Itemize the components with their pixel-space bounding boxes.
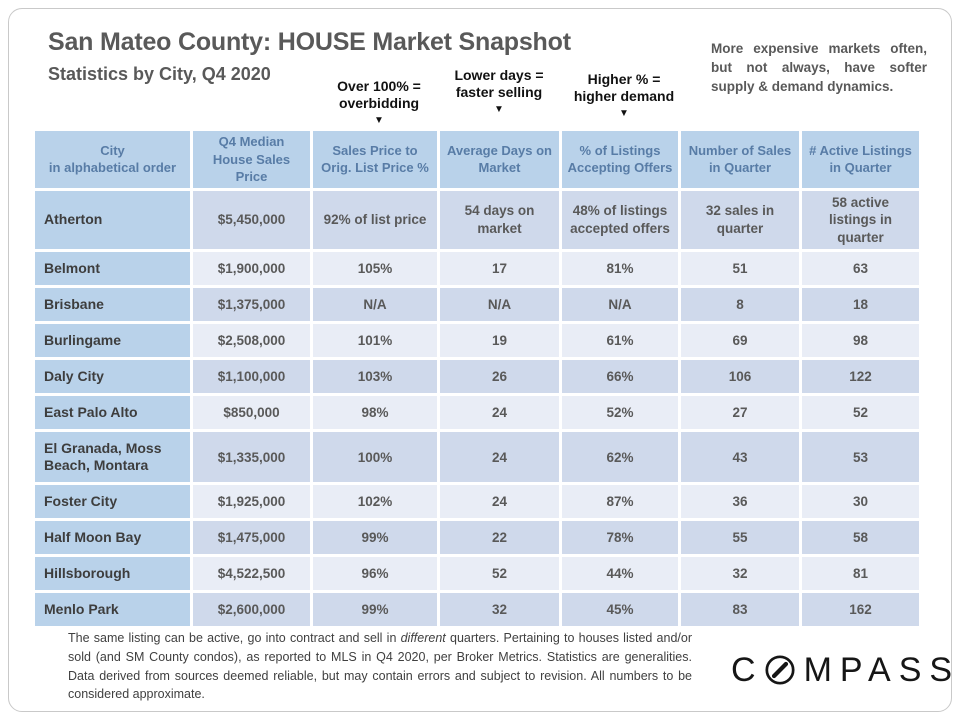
active-listings-cell: 30	[802, 485, 919, 518]
accepting-offers-cell: 66%	[562, 360, 678, 393]
annotation-line: overbidding	[338, 94, 420, 111]
days-on-market-cell: 32	[440, 593, 559, 626]
sales-count-cell: 106	[681, 360, 799, 393]
median-price-cell: $1,925,000	[193, 485, 310, 518]
annotation-line: Lower days =	[454, 67, 544, 83]
active-listings-cell: 63	[802, 252, 919, 285]
days-on-market-cell: 52	[440, 557, 559, 590]
median-price-cell: $1,335,000	[193, 432, 310, 482]
col-header-sales-count: Number of Sales in Quarter	[681, 131, 799, 188]
active-listings-cell: 52	[802, 396, 919, 429]
days-on-market-cell: 24	[440, 432, 559, 482]
active-listings-cell: 53	[802, 432, 919, 482]
disclaimer-part: quarters. Pertaining to houses listed and/or sold (and SM County condos), as reported to MLS in Q4 2020, per Broker Metrics. Statistics are generalities. Data derived from sources deemed reliable, but may contain errors and subject to revision. All numbers to be considered approximate.	[68, 631, 692, 702]
sales-count-cell: 8	[681, 288, 799, 321]
sale-to-list-cell: 99%	[313, 521, 437, 554]
disclaimer-italic-word: different	[400, 631, 446, 645]
accepting-offers-cell: 81%	[562, 252, 678, 285]
sales-count-cell: 32 sales in quarter	[681, 191, 799, 250]
annotation-faster-selling	[437, 67, 561, 116]
compass-o-icon	[763, 653, 797, 687]
sale-to-list-cell: 105%	[313, 252, 437, 285]
accepting-offers-cell: N/A	[562, 288, 678, 321]
annotation-line: faster selling	[455, 83, 543, 100]
median-price-cell: $2,508,000	[193, 324, 310, 357]
city-cell: Hillsborough	[35, 557, 190, 590]
col-header-city: City in alphabetical order	[35, 131, 190, 188]
city-cell: Menlo Park	[35, 593, 190, 626]
days-on-market-cell: 22	[440, 521, 559, 554]
active-listings-cell: 58 active listings in quarter	[802, 191, 919, 250]
down-arrow-icon: ▼	[619, 108, 629, 120]
annotation-overbidding	[316, 78, 442, 127]
active-listings-cell: 162	[802, 593, 919, 626]
days-on-market-cell: N/A	[440, 288, 559, 321]
table-row	[35, 252, 919, 285]
sale-to-list-cell: 99%	[313, 593, 437, 626]
sale-to-list-cell: 103%	[313, 360, 437, 393]
city-cell: East Palo Alto	[35, 396, 190, 429]
sale-to-list-cell: 100%	[313, 432, 437, 482]
median-price-cell: $2,600,000	[193, 593, 310, 626]
market-snapshot-table	[32, 128, 922, 629]
compass-logo-text: C	[731, 651, 764, 689]
annotation-higher-demand	[557, 71, 691, 120]
active-listings-cell: 58	[802, 521, 919, 554]
sales-count-cell: 55	[681, 521, 799, 554]
col-header-accepting-offers: % of Listings Accepting Offers	[562, 131, 678, 188]
accepting-offers-cell: 62%	[562, 432, 678, 482]
days-on-market-cell: 24	[440, 485, 559, 518]
compass-logo-text: MPASS	[803, 651, 960, 689]
active-listings-cell: 98	[802, 324, 919, 357]
col-header-median-price: Q4 Median House Sales Price	[193, 131, 310, 188]
accepting-offers-cell: 52%	[562, 396, 678, 429]
active-listings-cell: 81	[802, 557, 919, 590]
col-header-days-on-market: Average Days on Market	[440, 131, 559, 188]
annotation-line: Over 100% =	[337, 78, 421, 94]
down-arrow-icon: ▼	[494, 104, 504, 116]
median-price-cell: $5,450,000	[193, 191, 310, 250]
sales-count-cell: 36	[681, 485, 799, 518]
accepting-offers-cell: 48% of listings accepted offers	[562, 191, 678, 250]
sales-count-cell: 32	[681, 557, 799, 590]
sale-to-list-cell: 98%	[313, 396, 437, 429]
sale-to-list-cell: N/A	[313, 288, 437, 321]
table-row	[35, 557, 919, 590]
annotation-line: higher demand	[573, 87, 675, 104]
city-cell: El Granada, Moss Beach, Montara	[35, 432, 190, 482]
annotation-line: Higher % =	[587, 71, 661, 87]
table-header-row	[35, 131, 919, 188]
sales-count-cell: 51	[681, 252, 799, 285]
table-row	[35, 360, 919, 393]
col-header-sale-to-list: Sales Price to Orig. List Price %	[313, 131, 437, 188]
table-row	[35, 485, 919, 518]
table-row	[35, 432, 919, 482]
city-cell: Foster City	[35, 485, 190, 518]
accepting-offers-cell: 87%	[562, 485, 678, 518]
median-price-cell: $1,475,000	[193, 521, 310, 554]
days-on-market-cell: 19	[440, 324, 559, 357]
city-cell: Daly City	[35, 360, 190, 393]
median-price-cell: $850,000	[193, 396, 310, 429]
city-cell: Brisbane	[35, 288, 190, 321]
disclaimer-part: The same listing can be active, go into contract and sell in	[68, 631, 401, 645]
sales-count-cell: 27	[681, 396, 799, 429]
table-row	[35, 593, 919, 626]
table-row	[35, 324, 919, 357]
active-listings-cell: 122	[802, 360, 919, 393]
city-cell: Half Moon Bay	[35, 521, 190, 554]
table-row	[35, 191, 919, 250]
active-listings-cell: 18	[802, 288, 919, 321]
days-on-market-cell: 26	[440, 360, 559, 393]
sale-to-list-cell: 102%	[313, 485, 437, 518]
sales-count-cell: 69	[681, 324, 799, 357]
median-price-cell: $1,900,000	[193, 252, 310, 285]
median-price-cell: $4,522,500	[193, 557, 310, 590]
down-arrow-icon: ▼	[374, 115, 384, 127]
accepting-offers-cell: 44%	[562, 557, 678, 590]
sale-to-list-cell: 92% of list price	[313, 191, 437, 250]
accepting-offers-cell: 78%	[562, 521, 678, 554]
accepting-offers-cell: 45%	[562, 593, 678, 626]
median-price-cell: $1,100,000	[193, 360, 310, 393]
days-on-market-cell: 54 days on market	[440, 191, 559, 250]
sales-count-cell: 43	[681, 432, 799, 482]
table-row	[35, 396, 919, 429]
sale-to-list-cell: 101%	[313, 324, 437, 357]
city-cell: Belmont	[35, 252, 190, 285]
city-cell: Atherton	[35, 191, 190, 250]
accepting-offers-cell: 61%	[562, 324, 678, 357]
compass-logo	[731, 653, 960, 687]
table-row	[35, 288, 919, 321]
col-header-active-listings: # Active Listings in Quarter	[802, 131, 919, 188]
days-on-market-cell: 24	[440, 396, 559, 429]
page-subtitle: Statistics by City, Q4 2020	[48, 64, 271, 84]
sales-count-cell: 83	[681, 593, 799, 626]
table-row	[35, 521, 919, 554]
median-price-cell: $1,375,000	[193, 288, 310, 321]
sale-to-list-cell: 96%	[313, 557, 437, 590]
disclaimer-text	[68, 629, 692, 704]
city-cell: Burlingame	[35, 324, 190, 357]
page-title: San Mateo County: HOUSE Market Snapshot	[48, 28, 571, 56]
top-right-note: More expensive markets often, but not always, have softer supply & demand dynamics.	[711, 41, 927, 95]
days-on-market-cell: 17	[440, 252, 559, 285]
